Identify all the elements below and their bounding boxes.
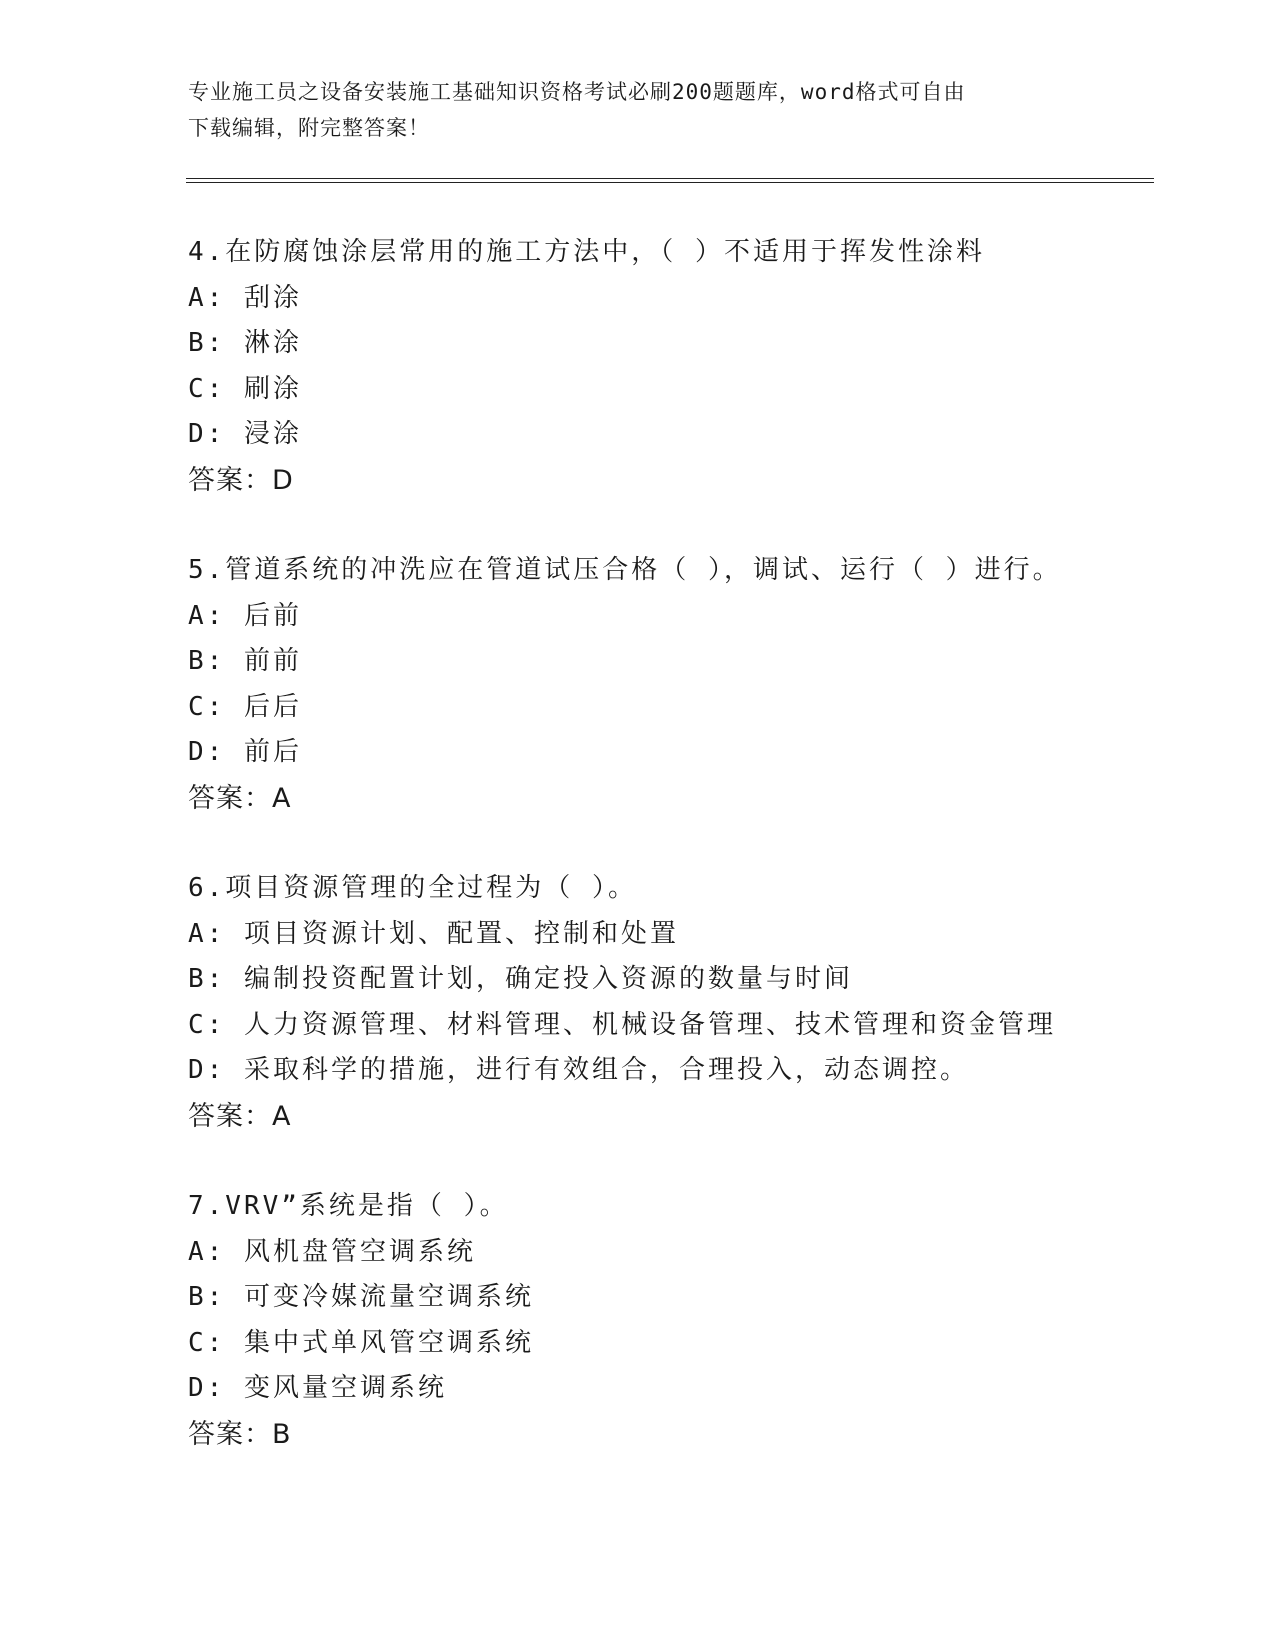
- header-line-2: 下载编辑，附完整答案！: [188, 116, 430, 140]
- option-a: A: 项目资源计划、配置、控制和处置: [188, 918, 679, 949]
- answer: 答案：A: [188, 1100, 292, 1132]
- option-c: C: 刷涂: [188, 373, 302, 404]
- option-c: C: 人力资源管理、材料管理、机械设备管理、技术管理和资金管理: [188, 1009, 1056, 1040]
- question-text: 4.在防腐蚀涂层常用的施工方法中，（ ）不适用于挥发性涂料: [188, 237, 985, 267]
- option-a: A: 风机盘管空调系统: [188, 1236, 476, 1267]
- answer: 答案：A: [188, 782, 292, 814]
- question-text: 7.VRV”系统是指（ ）。: [188, 1191, 509, 1221]
- header-line-1: 专业施工员之设备安装施工基础知识资格考试必刷200题题库，word格式可自由: [188, 80, 966, 104]
- option-d: D: 浸涂: [188, 419, 302, 449]
- option-b: B: 可变冷媒流量空调系统: [188, 1282, 534, 1312]
- option-d: D: 前后: [188, 737, 302, 767]
- answer: 答案：B: [188, 1418, 292, 1450]
- question-6: [188, 866, 1188, 1139]
- header-divider-bottom: [186, 182, 1154, 183]
- option-b: B: 淋涂: [188, 328, 302, 358]
- option-c: C: 集中式单风管空调系统: [188, 1327, 534, 1358]
- option-a: A: 后前: [188, 600, 302, 631]
- option-b: B: 前前: [188, 646, 302, 676]
- option-d: D: 变风量空调系统: [188, 1373, 447, 1403]
- question-5: [188, 548, 1188, 821]
- question-7: [188, 1184, 1188, 1457]
- answer: 答案：D: [188, 464, 294, 496]
- option-b: B: 编制投资配置计划，确定投入资源的数量与时间: [188, 964, 853, 994]
- option-c: C: 后后: [188, 691, 302, 722]
- question-4: [188, 230, 1188, 503]
- document-header: [188, 74, 1068, 146]
- question-text: 6.项目资源管理的全过程为（ ）。: [188, 873, 637, 903]
- header-divider-top: [186, 178, 1154, 179]
- option-d: D: 采取科学的措施，进行有效组合，合理投入，动态调控。: [188, 1055, 969, 1085]
- question-text: 5.管道系统的冲洗应在管道试压合格（ ），调试、运行（ ）进行。: [188, 555, 1062, 585]
- option-a: A: 刮涂: [188, 282, 302, 313]
